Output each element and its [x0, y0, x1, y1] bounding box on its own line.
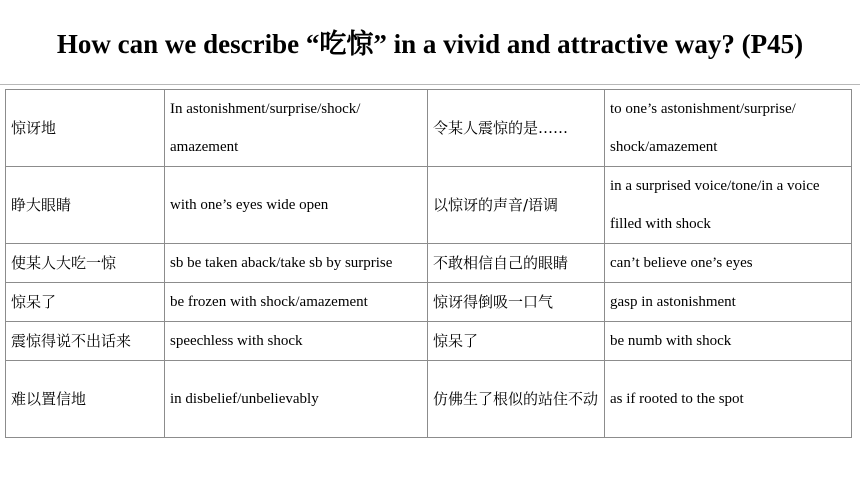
table-row: [6, 283, 852, 322]
vocabulary-table: [5, 89, 852, 438]
english-phrase-cell: with one’s eyes wide open: [165, 167, 428, 244]
english-phrase-cell: be frozen with shock/amazement: [165, 283, 428, 322]
table-row: [6, 90, 852, 167]
chinese-phrase-cell: 震惊得说不出话来: [6, 322, 165, 361]
chinese-phrase-cell: 令某人震惊的是……: [428, 90, 605, 167]
chinese-phrase-cell: 以惊讶的声音/语调: [428, 167, 605, 244]
english-phrase-cell: speechless with shock: [165, 322, 428, 361]
chinese-phrase-cell: 惊讶得倒吸一口气: [428, 283, 605, 322]
english-phrase-cell: in a surprised voice/tone/in a voice filled with shock: [605, 167, 852, 244]
chinese-phrase-cell: 睁大眼睛: [6, 167, 165, 244]
english-phrase-cell: as if rooted to the spot: [605, 361, 852, 438]
chinese-phrase-cell: 不敢相信自己的眼睛: [428, 244, 605, 283]
page-title: How can we describe “吃惊” in a vivid and attractive way? (P45): [56, 29, 804, 59]
table-row: [6, 244, 852, 283]
english-phrase-cell: to one’s astonishment/surprise/ shock/amazement: [605, 90, 852, 167]
chinese-phrase-cell: 使某人大吃一惊: [6, 244, 165, 283]
table-row: [6, 322, 852, 361]
chinese-phrase-cell: 难以置信地: [6, 361, 165, 438]
english-phrase-cell: in disbelief/unbelievably: [165, 361, 428, 438]
english-phrase-cell: In astonishment/surprise/shock/ amazement: [165, 90, 428, 167]
table-row: [6, 361, 852, 438]
english-phrase-cell: be numb with shock: [605, 322, 852, 361]
english-phrase-cell: gasp in astonishment: [605, 283, 852, 322]
english-phrase-cell: can’t believe one’s eyes: [605, 244, 852, 283]
table-row: [6, 167, 852, 244]
chinese-phrase-cell: 惊呆了: [6, 283, 165, 322]
english-phrase-cell: sb be taken aback/take sb by surprise: [165, 244, 428, 283]
chinese-phrase-cell: 惊呆了: [428, 322, 605, 361]
chinese-phrase-cell: 惊讶地: [6, 90, 165, 167]
chinese-phrase-cell: 仿佛生了根似的站住不动: [428, 361, 605, 438]
title-divider: [0, 84, 860, 85]
